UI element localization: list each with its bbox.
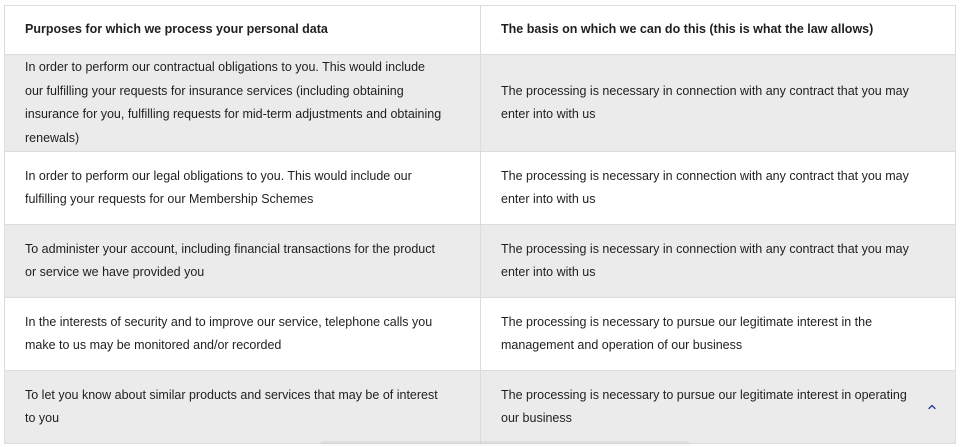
table-row bbox=[5, 151, 955, 224]
header-basis: The basis on which we can do this (this is what the law allows) bbox=[501, 22, 874, 37]
purpose-cell: In the interests of security and to improve our service, telephone calls you make to us may be monitored and/or recorded bbox=[5, 298, 481, 370]
purpose-cell: To let you know about similar products and services that may be of interest to you bbox=[5, 371, 481, 443]
data-processing-table bbox=[4, 5, 956, 444]
scroll-shadow bbox=[320, 441, 690, 447]
table-row bbox=[5, 224, 955, 297]
purpose-cell: To administer your account, including financial transactions for the product or service we have provided you bbox=[5, 225, 481, 297]
basis-cell: The processing is necessary to pursue our legitimate interest in the management and operation of our business bbox=[501, 314, 873, 352]
table-row bbox=[5, 54, 955, 151]
chevron-up-icon[interactable] bbox=[927, 402, 937, 412]
basis-cell bbox=[481, 371, 955, 443]
basis-cell: The processing is necessary in connection with any contract that you may enter into with us bbox=[501, 241, 909, 279]
table-row bbox=[5, 370, 955, 443]
header-purposes: Purposes for which we process your personal data bbox=[5, 6, 481, 54]
purpose-cell: In order to perform our contractual obligations to you. This would include our fulfilling your requests for insurance services (including obtaining insurance for you, fulfilling requests for mid-term adjustments and obtaining renewals) bbox=[5, 55, 481, 151]
basis-cell: The processing is necessary in connection with any contract that you may enter into with us bbox=[501, 168, 909, 206]
basis-text: The processing is necessary to pursue our legitimate interest in operating our business bbox=[501, 387, 907, 425]
table-header-row bbox=[5, 6, 955, 54]
table-row bbox=[5, 297, 955, 370]
purpose-cell: In order to perform our legal obligations to you. This would include our fulfilling your requests for our Membership Schemes bbox=[5, 152, 481, 224]
basis-cell: The processing is necessary in connection with any contract that you may enter into with us bbox=[501, 83, 909, 121]
